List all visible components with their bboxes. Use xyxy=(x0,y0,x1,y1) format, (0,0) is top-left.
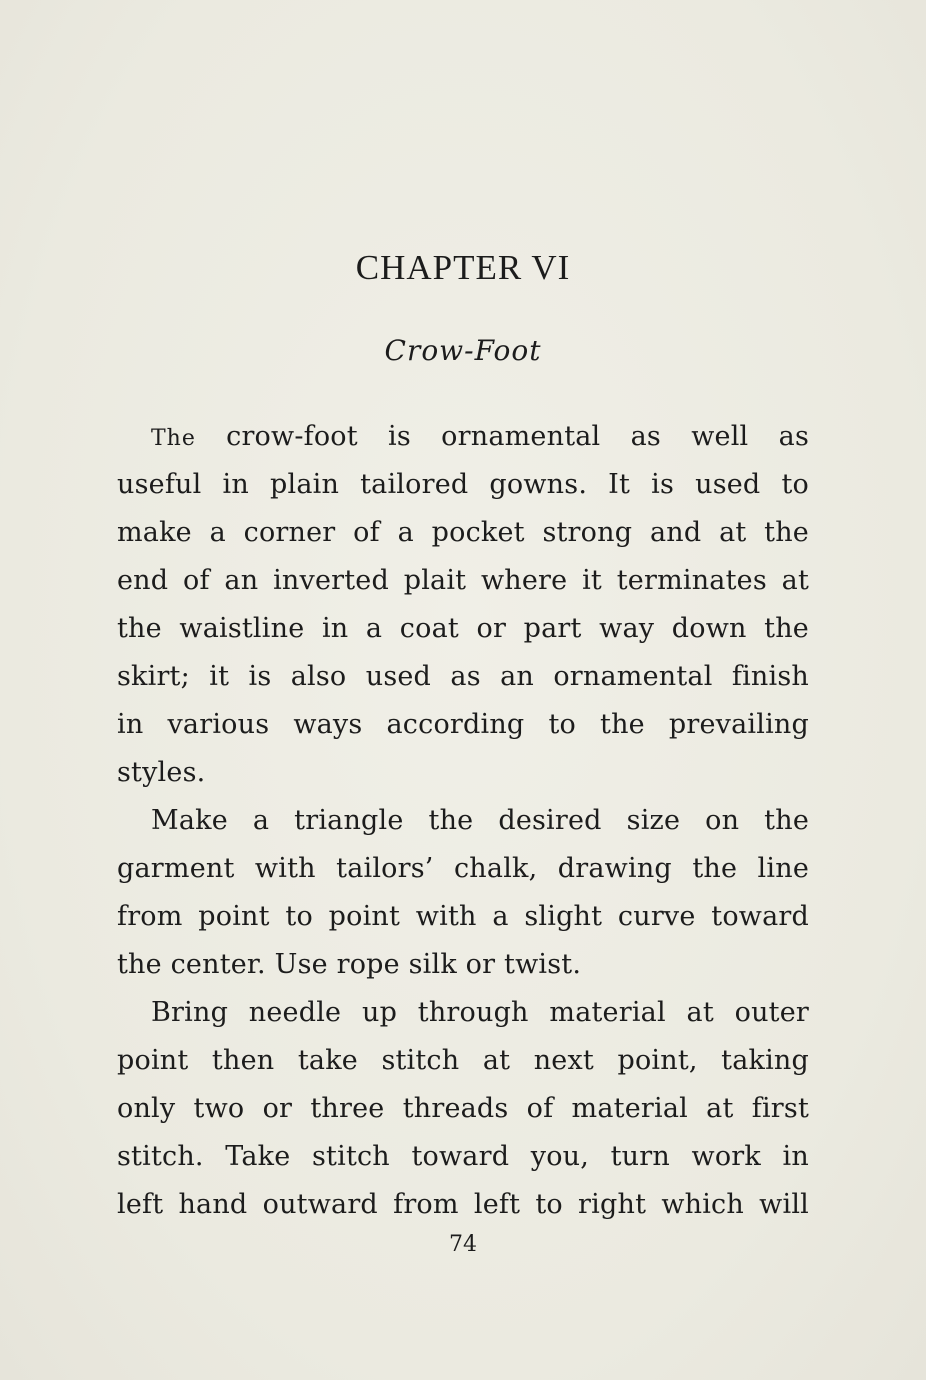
text-line: the waistline in a coat or part way down the xyxy=(117,613,809,644)
text-line: skirt; it is also used as an ornamental finish xyxy=(117,661,809,692)
text-line: make a corner of a pocket strong and at the xyxy=(117,517,809,548)
text-line: only two or three threads of material at first xyxy=(117,1093,809,1124)
text-line: garment with tailors’ chalk, drawing the line xyxy=(117,853,809,884)
section-title: Crow-Foot xyxy=(384,334,542,367)
text-line: left hand outward from left to right which will xyxy=(117,1189,809,1220)
drop-lead-word: The xyxy=(151,426,196,451)
text-line: from point to point with a slight curve toward xyxy=(117,901,809,932)
text-line: in various ways according to the prevailing xyxy=(117,709,809,740)
body-text xyxy=(117,413,809,1229)
chapter-heading: CHAPTER VI xyxy=(355,248,571,287)
text-line: end of an inverted plait where it terminates at xyxy=(117,565,809,596)
text-line: styles. xyxy=(117,757,206,788)
text-line: the center. Use rope silk or twist. xyxy=(117,949,582,980)
text-line: stitch. Take stitch toward you, turn work in xyxy=(117,1141,809,1172)
text-line: Bring needle up through material at outer xyxy=(151,997,809,1028)
text-line: point then take stitch at next point, taking xyxy=(117,1045,809,1076)
text-line: The crow-foot is ornamental as well as xyxy=(151,421,809,452)
text-line: useful in plain tailored gowns. It is used to xyxy=(117,469,809,500)
text-line: Make a triangle the desired size on the xyxy=(151,805,809,836)
page-number: 74 xyxy=(449,1232,477,1257)
